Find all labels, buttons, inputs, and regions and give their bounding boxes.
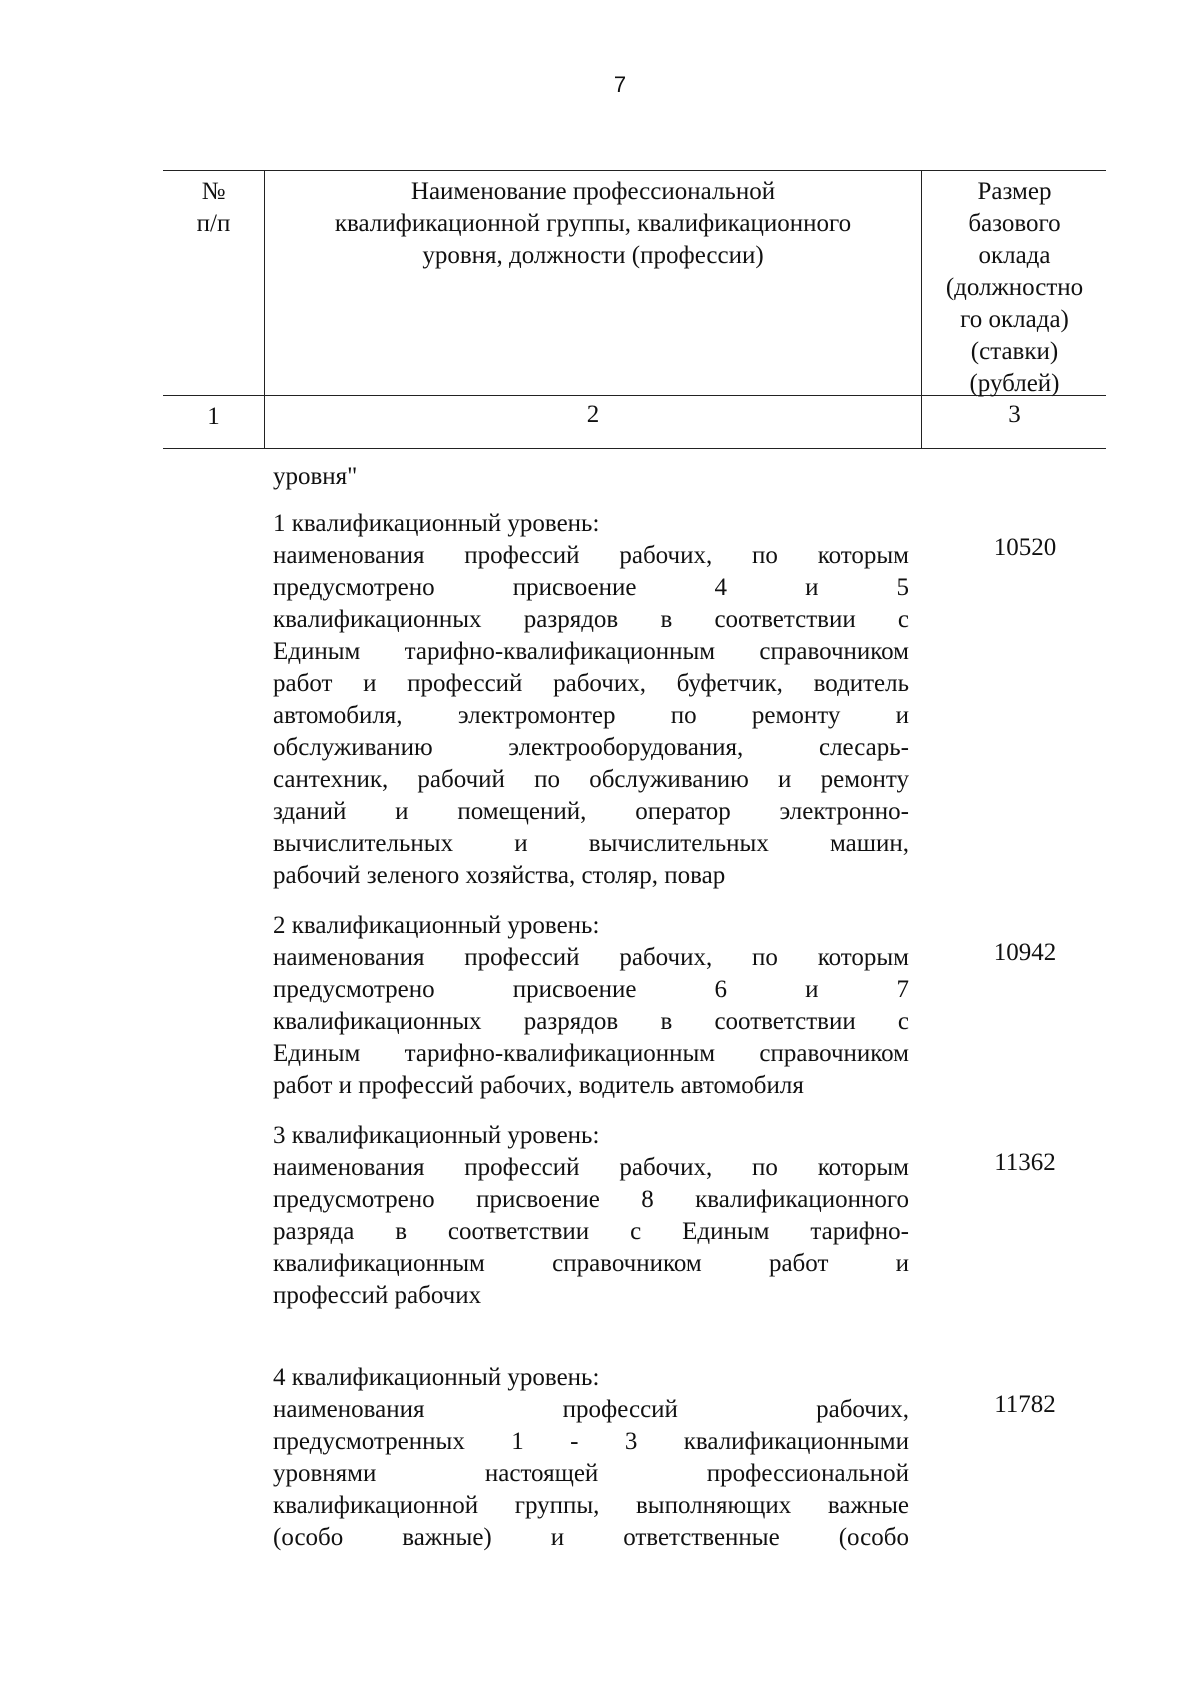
level-desc-line: квалификационным справочником работ и	[273, 1250, 909, 1277]
level-desc-line: разряда в соответствии с Единым тарифно-	[273, 1218, 909, 1245]
level-desc-line: Единым тарифно-квалификационным справочником	[273, 638, 909, 665]
column-divider-2	[921, 170, 922, 449]
header-number-column	[163, 176, 264, 240]
level-desc-line: работ и профессий рабочих, водитель автомобиля	[273, 1072, 804, 1099]
level-4-block	[273, 1362, 909, 1554]
level-desc-line: профессий рабочих	[273, 1282, 482, 1309]
level-desc-line: квалификационных разрядов в соответствии с	[273, 606, 909, 633]
header-salary-line: (ставки)	[970, 338, 1059, 365]
header-salary-line: го оклада)	[960, 306, 1069, 333]
header-salary-line: (рублей)	[969, 370, 1060, 397]
level-desc-line: предусмотрено присвоение 4 и 5	[273, 574, 909, 601]
level-desc-line: квалификационных разрядов в соответствии с	[273, 1008, 909, 1035]
number-row-bottom-border	[163, 448, 1106, 449]
level-desc-line: рабочий зеленого хозяйства, столяр, повар	[273, 862, 726, 889]
continuation-text: уровня"	[273, 463, 358, 490]
level-desc-line: работ и профессий рабочих, буфетчик, водитель	[273, 670, 909, 697]
header-name-line: уровня, должности (профессии)	[422, 242, 764, 269]
table-top-border	[163, 170, 1106, 171]
column-number-1: 1	[207, 403, 220, 430]
level-4-amount: 11782	[994, 1391, 1056, 1418]
page-number: 7	[613, 72, 627, 97]
level-desc-line: наименования профессий рабочих,	[273, 1396, 909, 1423]
header-number-sign: №	[201, 178, 226, 205]
level-desc-line: уровнями настоящей профессиональной	[273, 1460, 909, 1487]
header-name-line: Наименование профессиональной	[410, 178, 776, 205]
level-title: 3 квалификационный уровень:	[273, 1122, 600, 1149]
column-number-3: 3	[1008, 401, 1021, 428]
header-salary-line: (должностно	[945, 274, 1084, 301]
level-title: 4 квалификационный уровень:	[273, 1364, 600, 1391]
level-3-amount: 11362	[994, 1149, 1056, 1176]
level-desc-line: Единым тарифно-квалификационным справочником	[273, 1040, 909, 1067]
level-3-block	[273, 1120, 909, 1312]
level-desc-line: квалификационной группы, выполняющих важные	[273, 1492, 909, 1519]
level-title: 1 квалификационный уровень:	[273, 510, 600, 537]
level-desc-line: предусмотренных 1 - 3 квалификационными	[273, 1428, 909, 1455]
header-number-abbr: п/п	[196, 210, 231, 237]
level-desc-line: вычислительных и вычислительных машин,	[273, 830, 909, 857]
header-name-line: квалификационной группы, квалификационного	[334, 210, 852, 237]
level-desc-line: обслуживанию электрооборудования, слесарь-	[273, 734, 909, 761]
level-2-block	[273, 910, 909, 1102]
header-salary-column	[923, 176, 1106, 400]
level-2-amount: 10942	[993, 939, 1057, 966]
level-desc-line: сантехник, рабочий по обслуживанию и ремонту	[273, 766, 909, 793]
level-desc-line: (особо важные) и ответственные (особо	[273, 1524, 909, 1551]
level-desc-line: наименования профессий рабочих, по которым	[273, 1154, 909, 1181]
column-number-2: 2	[586, 401, 600, 428]
header-name-column	[266, 176, 920, 272]
level-1-block	[273, 508, 909, 892]
level-desc-line: предусмотрено присвоение 8 квалификационного	[273, 1186, 909, 1213]
level-desc-line: зданий и помещений, оператор электронно-	[273, 798, 909, 825]
level-desc-line: наименования профессий рабочих, по которым	[273, 944, 909, 971]
header-salary-line: Размер	[977, 178, 1052, 205]
header-salary-line: базового	[968, 210, 1061, 237]
level-desc-line: автомобиля, электромонтер по ремонту и	[273, 702, 909, 729]
level-desc-line: наименования профессий рабочих, по которым	[273, 542, 909, 569]
level-title: 2 квалификационный уровень:	[273, 912, 600, 939]
level-1-amount: 10520	[993, 534, 1057, 561]
column-divider-1	[264, 170, 265, 449]
header-salary-line: оклада	[978, 242, 1051, 269]
level-desc-line: предусмотрено присвоение 6 и 7	[273, 976, 909, 1003]
